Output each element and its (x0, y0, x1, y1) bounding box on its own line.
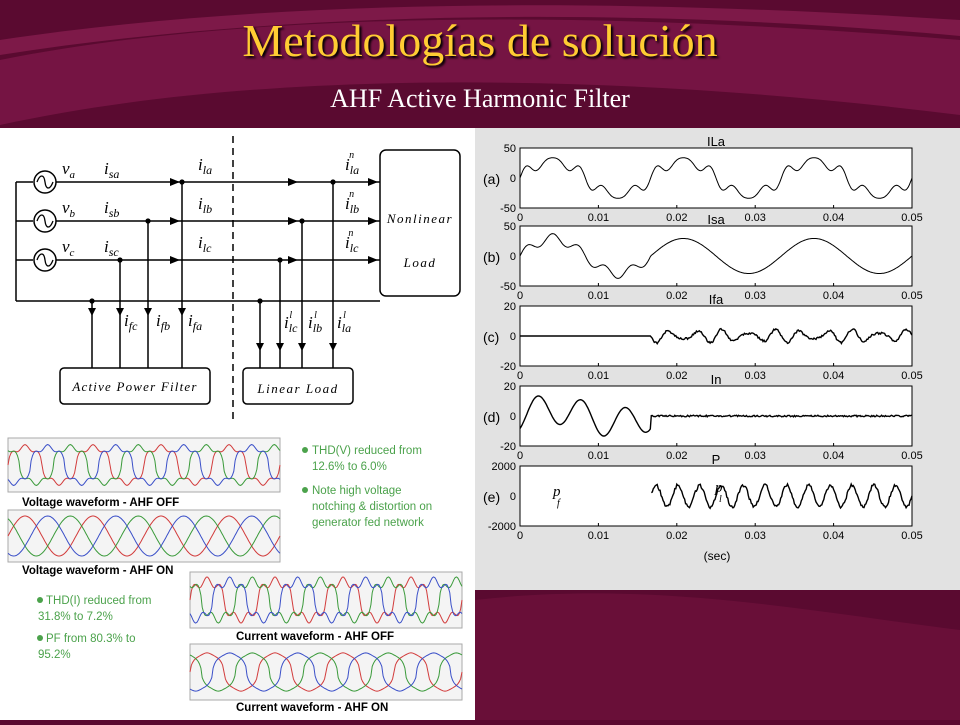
measurement-svg (0, 428, 475, 720)
current-ilb-l: $i_{lb}l$ (308, 310, 323, 335)
x-tick-label: 0.01 (587, 212, 610, 224)
current-ilb-n: $i_{lb}n$ (345, 189, 360, 216)
nonlinear-load-label-1: Nonlinear (386, 211, 454, 226)
slide-title: Metodologías de solución (242, 15, 718, 66)
current-isa: $i_{sa}$ (104, 159, 120, 181)
x-tick-label: 0.04 (822, 530, 845, 542)
y-tick-label: 0 (509, 251, 516, 263)
x-tick-label: 0.04 (822, 290, 845, 302)
x-tick-label: 0 (516, 212, 524, 224)
current-on-caption: Current waveform - AHF ON (236, 702, 389, 714)
source-label-c: $v_c$ (62, 237, 75, 259)
x-tick-label: 0.05 (901, 530, 923, 542)
x-tick-label: 0.05 (901, 290, 923, 302)
x-tick-label: 0 (516, 530, 524, 542)
current-off-caption: Current waveform - AHF OFF (236, 631, 395, 643)
current-ila-n: $i_{la}n$ (345, 150, 360, 177)
x-tick-label: 0.02 (666, 212, 688, 224)
bullet-pf-line2: 95.2% (38, 649, 71, 661)
bullet-pf-line1: PF from 80.3% to (46, 633, 136, 645)
panel-title: ILa (706, 134, 726, 149)
y-tick-label: -50 (500, 203, 516, 215)
y-tick-label: 0 (509, 491, 516, 503)
bullets-left (37, 595, 151, 661)
bullet-dot (37, 597, 43, 603)
pl-label: p (715, 480, 723, 496)
bullet-dot (302, 447, 308, 453)
x-tick-label: 0.01 (587, 450, 610, 462)
x-tick-label: 0.04 (822, 370, 845, 382)
waveform-panel (475, 128, 960, 590)
y-tick-label: -50 (500, 281, 516, 293)
x-tick-label: 0.03 (744, 212, 766, 224)
x-unit-label: (sec) (703, 549, 731, 563)
y-tick-label: 50 (503, 221, 516, 233)
y-tick-label: -20 (500, 361, 516, 373)
x-tick-label: 0.01 (587, 530, 610, 542)
x-tick-label: 0.05 (901, 370, 923, 382)
x-tick-label: 0.02 (666, 450, 688, 462)
y-tick-label: 0 (509, 331, 516, 343)
panel-title: In (710, 372, 722, 387)
x-tick-label: 0.04 (822, 212, 845, 224)
source-label-a: $v_a$ (62, 159, 76, 181)
y-tick-label: -2000 (487, 521, 516, 533)
bullet-thdi-line2: 31.8% to 7.2% (38, 611, 113, 623)
y-tick-label: 0 (509, 411, 516, 423)
current-ilc: $i_{lc}$ (198, 233, 212, 255)
bullet-notching-line2: notching & distortion on (312, 501, 433, 513)
current-ila: $i_{la}$ (198, 155, 213, 177)
x-tick-label: 0.05 (901, 450, 923, 462)
voltage-off-caption: Voltage waveform - AHF OFF (22, 497, 180, 509)
current-ifb: $i_{fb}$ (156, 311, 171, 333)
x-tick-label: 0.02 (666, 370, 688, 382)
panel-title: P (711, 452, 721, 467)
current-ila-l: $i_{la}l$ (337, 310, 352, 335)
panel-tag: (a) (483, 171, 501, 187)
active-filter-label: Active Power Filter (72, 379, 198, 394)
circuit-svg (0, 128, 475, 428)
y-tick-label: -20 (500, 441, 516, 453)
bullet-dot (302, 487, 308, 493)
x-tick-label: 0 (516, 290, 524, 302)
voltage-on-caption: Voltage waveform - AHF ON (22, 565, 174, 577)
panel-title: Isa (707, 212, 725, 227)
x-tick-label: 0.01 (587, 290, 610, 302)
bullet-thdv-line2: 12.6% to 6.0% (312, 461, 387, 473)
voltage-on-screenshot (8, 510, 280, 562)
bullets-right (302, 445, 432, 529)
bullet-thdv-line1: THD(V) reduced from (312, 445, 422, 457)
x-tick-label: 0.04 (822, 450, 845, 462)
panel-tag: (d) (483, 409, 501, 425)
x-tick-label: 0.03 (744, 290, 766, 302)
nonlinear-load-label-2: Load (403, 255, 437, 270)
panel-tag: (e) (483, 489, 501, 505)
panel-title: Ifa (708, 292, 724, 307)
current-isb: $i_{sb}$ (104, 198, 120, 220)
x-tick-label: 0.01 (587, 370, 610, 382)
pf-subscript: f (557, 498, 560, 509)
current-ilc-l: $i_{lc}l$ (284, 310, 298, 335)
y-tick-label: 0 (509, 173, 516, 185)
current-ifc: $i_{fc}$ (124, 311, 138, 333)
x-tick-label: 0.02 (666, 530, 688, 542)
slide-subtitle: AHF Active Harmonic Filter (330, 84, 630, 113)
x-tick-label: 0 (516, 450, 524, 462)
current-on-screenshot (190, 644, 462, 700)
y-tick-label: 20 (503, 381, 516, 393)
panel-tag: (b) (483, 249, 501, 265)
current-isc: $i_{sc}$ (104, 237, 119, 259)
bullet-notching-line1: Note high voltage (312, 485, 402, 497)
circuit-diagram (0, 128, 475, 428)
current-ilc-n: $i_{lc}n$ (345, 228, 359, 255)
current-ifa: $i_{fa}$ (188, 311, 203, 333)
ac-source-c (34, 249, 56, 271)
x-tick-label: 0.03 (744, 450, 766, 462)
panel-tag: (c) (483, 329, 500, 345)
x-tick-label: 0.03 (744, 530, 766, 542)
x-tick-label: 0.03 (744, 370, 766, 382)
voltage-off-screenshot (8, 438, 280, 492)
bullet-thdi-line1: THD(I) reduced from (46, 595, 152, 607)
bullet-dot (37, 635, 43, 641)
y-tick-label: 2000 (491, 461, 516, 473)
ac-source-a (34, 171, 56, 193)
x-tick-label: 0.02 (666, 290, 688, 302)
source-label-b: $v_b$ (62, 198, 76, 220)
y-tick-label: 50 (503, 143, 516, 155)
measurement-evidence (0, 428, 475, 720)
ac-source-b (34, 210, 56, 232)
linear-load-label: Linear Load (257, 381, 339, 396)
bullet-notching-line3: generator fed network (312, 517, 424, 529)
x-tick-label: 0.05 (901, 212, 923, 224)
pf-label: p (553, 484, 561, 500)
current-ilb: $i_{lb}$ (198, 194, 213, 216)
pl-subscript: l (719, 494, 722, 505)
current-off-screenshot (190, 572, 462, 628)
x-tick-label: 0 (516, 370, 524, 382)
y-tick-label: 20 (503, 301, 516, 313)
waveform-svg (475, 128, 960, 590)
